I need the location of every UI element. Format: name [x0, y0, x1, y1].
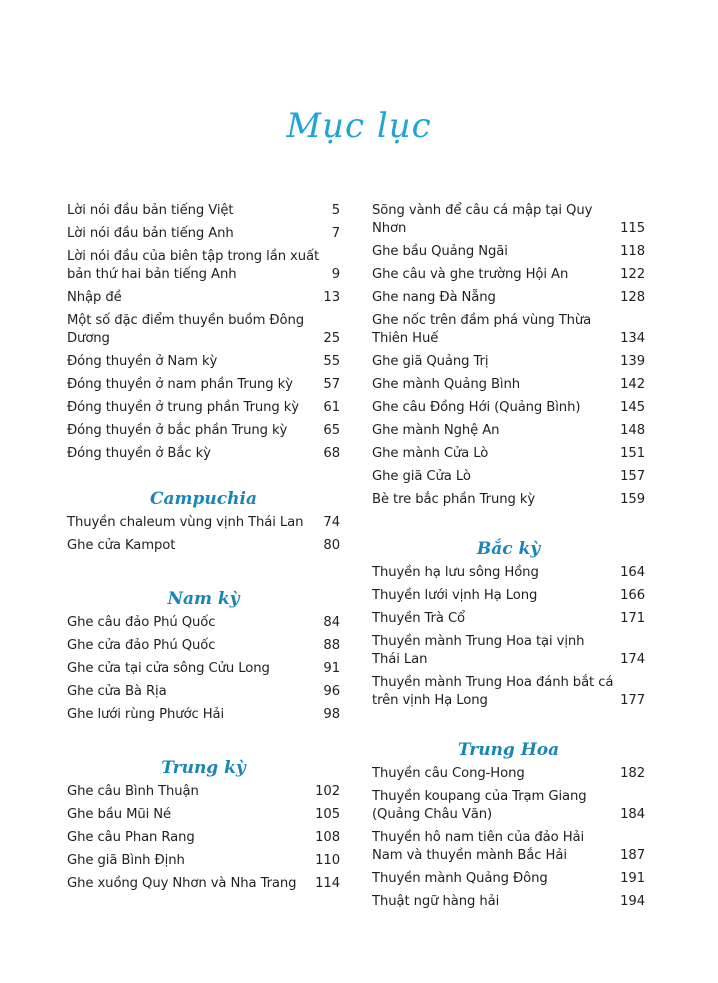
- toc-entry-page: 122: [620, 267, 645, 282]
- toc-entry[interactable]: [372, 827, 645, 868]
- toc-entry[interactable]: [372, 264, 645, 287]
- toc-entry-label: Ghe nang Đà Nẵng: [372, 290, 496, 305]
- toc-entry-label: Thuyền Trà Cổ: [372, 611, 466, 626]
- toc-entry-label: Ghe bầu Mũi Né: [67, 807, 172, 822]
- toc-entry-page: 61: [323, 400, 340, 415]
- toc-entry-page: 88: [323, 638, 340, 653]
- toc-entry-page: 114: [315, 876, 340, 891]
- toc-entry-label: Ghe mành Nghệ An: [372, 423, 500, 438]
- toc-entry-page: 5: [331, 203, 340, 218]
- toc-entry[interactable]: [67, 351, 340, 374]
- toc-entry-label: Ghe giã Quảng Trị: [372, 354, 489, 369]
- toc-entry-page: 174: [620, 652, 645, 667]
- toc-entry-page: 157: [620, 469, 645, 484]
- toc-entry-page: 96: [323, 684, 340, 699]
- toc-entry-label: Lời nói đầu bản tiếng Việt: [67, 203, 234, 218]
- toc-entry-label: Thuyền chaleum vùng vịnh Thái Lan: [67, 515, 304, 530]
- toc-entry[interactable]: [67, 681, 340, 704]
- toc-entry[interactable]: [67, 612, 340, 635]
- toc-entry-page: 102: [315, 784, 340, 799]
- toc-entry-label: Ghe cửa đảo Phú Quốc: [67, 638, 216, 653]
- toc-entry[interactable]: [372, 310, 645, 351]
- toc-entry[interactable]: [67, 310, 340, 351]
- toc-entry-page: 166: [620, 588, 645, 603]
- toc-entry-label: Thuyền koupang của Trạm Giang (Quảng Châu Văn): [372, 789, 587, 822]
- toc-entry-page: 74: [323, 515, 340, 530]
- toc-entry-page: 177: [620, 693, 645, 708]
- toc-entry-label: Ghe bầu Quảng Ngãi: [372, 244, 508, 259]
- toc-entry-page: 159: [620, 492, 645, 507]
- toc-entry-label: Đóng thuyền ở nam phần Trung kỳ: [67, 377, 293, 392]
- toc-entry-page: 151: [620, 446, 645, 461]
- toc-entry-label: Một số đặc điểm thuyền buồm Đông Dương: [67, 313, 305, 346]
- toc-entry-label: Ghe giã Bình Định: [67, 853, 185, 868]
- toc-entry-label: Nhập đề: [67, 290, 122, 305]
- toc-entry[interactable]: [372, 241, 645, 264]
- toc-entry-label: Ghe câu Đồng Hới (Quảng Bình): [372, 400, 581, 415]
- toc-entry-label: Ghe xuồng Quy Nhơn và Nha Trang: [67, 876, 297, 891]
- toc-entry[interactable]: [372, 420, 645, 443]
- section-heading-nam-ky: Nam kỳ: [167, 589, 240, 609]
- page-title: Mục lục: [286, 106, 432, 146]
- toc-right-column: [372, 200, 645, 914]
- toc-entry-page: 118: [620, 244, 645, 259]
- toc-entry-page: 145: [620, 400, 645, 415]
- toc-entry-page: 134: [620, 331, 645, 346]
- toc-entry[interactable]: [67, 658, 340, 681]
- toc-entry-page: 115: [620, 221, 645, 236]
- toc-entry-label: Sõng vành để câu cá mập tại Quy Nhơn: [372, 203, 593, 236]
- toc-entry-label: Ghe lưới rùng Phước Hải: [67, 707, 225, 722]
- toc-entry-label: Đóng thuyền ở trung phần Trung kỳ: [67, 400, 300, 415]
- toc-entry[interactable]: [67, 781, 340, 804]
- toc-entry-page: 68: [323, 446, 340, 461]
- toc-entry-page: 110: [315, 853, 340, 868]
- toc-entry[interactable]: [67, 535, 340, 558]
- toc-entry[interactable]: [67, 704, 340, 727]
- toc-entry[interactable]: [67, 200, 340, 223]
- toc-entry[interactable]: [67, 420, 340, 443]
- toc-entry-page: 184: [620, 807, 645, 822]
- toc-entry[interactable]: [67, 635, 340, 658]
- toc-entry-label: Đóng thuyền ở bắc phần Trung kỳ: [67, 423, 288, 438]
- toc-entry-page: 84: [323, 615, 340, 630]
- section-heading-campuchia: Campuchia: [150, 489, 257, 509]
- toc-entry-page: 108: [315, 830, 340, 845]
- toc-entry-label: Thuyền mành Quảng Đông: [372, 871, 548, 886]
- toc-entry-page: 13: [323, 290, 340, 305]
- toc-entry-label: Ghe cửa tại cửa sông Cửu Long: [67, 661, 270, 676]
- toc-entry-label: Ghe cửa Kampot: [67, 538, 176, 553]
- toc-entry-page: 9: [331, 267, 340, 282]
- toc-entry[interactable]: [372, 891, 645, 914]
- toc-entry-label: Thuyền mành Trung Hoa tại vịnh Thái Lan: [372, 634, 585, 667]
- toc-entry-label: Ghe câu đảo Phú Quốc: [67, 615, 216, 630]
- toc-entry-page: 148: [620, 423, 645, 438]
- toc-entry[interactable]: [372, 287, 645, 310]
- toc-entry-page: 57: [323, 377, 340, 392]
- toc-entry-page: 182: [620, 766, 645, 781]
- toc-entry[interactable]: [372, 672, 645, 713]
- toc-entry-label: Thuyền hô nam tiên của đảo Hải Nam và thuyền mành Bắc Hải: [372, 830, 585, 863]
- toc-entry[interactable]: [372, 466, 645, 489]
- toc-entry-page: 91: [323, 661, 340, 676]
- toc-entry-label: Ghe mành Quảng Bình: [372, 377, 520, 392]
- toc-entry[interactable]: [67, 827, 340, 850]
- toc-left-column: [67, 200, 340, 896]
- toc-entry-label: Bè tre bắc phần Trung kỳ: [372, 492, 536, 507]
- toc-entry-label: Ghe mành Cửa Lò: [372, 446, 489, 461]
- toc-entry-page: 98: [323, 707, 340, 722]
- toc-entry-label: Thuật ngữ hàng hải: [372, 894, 500, 909]
- toc-entry[interactable]: [372, 585, 645, 608]
- toc-entry-page: 65: [323, 423, 340, 438]
- toc-entry[interactable]: [67, 397, 340, 420]
- toc-entry-page: 139: [620, 354, 645, 369]
- toc-entry-label: Ghe câu Bình Thuận: [67, 784, 199, 799]
- toc-entry[interactable]: [372, 786, 645, 827]
- toc-entry-page: 25: [323, 331, 340, 346]
- toc-entry-page: 105: [315, 807, 340, 822]
- toc-entry[interactable]: [67, 850, 340, 873]
- toc-entry-page: 128: [620, 290, 645, 305]
- toc-entry-page: 171: [620, 611, 645, 626]
- toc-entry[interactable]: [372, 631, 645, 672]
- toc-entry-label: Thuyền mành Trung Hoa đánh bắt cá trên vịnh Hạ Long: [372, 675, 614, 708]
- toc-entry-label: Đóng thuyền ở Bắc kỳ: [67, 446, 211, 461]
- toc-entry-page: 7: [331, 226, 340, 241]
- toc-entry[interactable]: [372, 397, 645, 420]
- toc-entry[interactable]: [67, 512, 340, 535]
- toc-entry[interactable]: [67, 223, 340, 246]
- toc-entry[interactable]: [372, 868, 645, 891]
- toc-entry[interactable]: [67, 246, 340, 287]
- toc-entry-label: Ghe câu Phan Rang: [67, 830, 195, 845]
- toc-entry-page: 191: [620, 871, 645, 886]
- toc-entry[interactable]: [67, 443, 340, 466]
- toc-entry-page: 80: [323, 538, 340, 553]
- toc-entry[interactable]: [372, 351, 645, 374]
- toc-entry-label: Ghe nốc trên đầm phá vùng Thừa Thiên Huế: [372, 313, 592, 346]
- toc-entry-label: Lời nói đầu bản tiếng Anh: [67, 226, 234, 241]
- toc-entry-label: Lời nói đầu của biên tập trong lần xuất bản thứ hai bản tiếng Anh: [67, 249, 320, 282]
- section-heading-trung-ky: Trung kỳ: [161, 758, 246, 778]
- toc-entry-page: 187: [620, 848, 645, 863]
- toc-entry[interactable]: [67, 374, 340, 397]
- toc-entry[interactable]: [372, 443, 645, 466]
- toc-entry[interactable]: [67, 287, 340, 310]
- toc-entry[interactable]: [67, 873, 340, 896]
- toc-entry-page: 55: [323, 354, 340, 369]
- toc-entry-label: Đóng thuyền ở Nam kỳ: [67, 354, 218, 369]
- toc-entry[interactable]: [372, 489, 645, 512]
- toc-entry-label: Thuyền hạ lưu sông Hồng: [372, 565, 539, 580]
- toc-entry[interactable]: [372, 562, 645, 585]
- toc-entry[interactable]: [67, 804, 340, 827]
- toc-entry[interactable]: [372, 608, 645, 631]
- toc-entry[interactable]: [372, 200, 645, 241]
- toc-entry-label: Thuyền lưới vịnh Hạ Long: [372, 588, 538, 603]
- toc-entry-label: Thuyền câu Cong-Hong: [372, 766, 525, 781]
- toc-entry-page: 142: [620, 377, 645, 392]
- toc-entry-label: Ghe câu và ghe trường Hội An: [372, 267, 569, 282]
- toc-entry[interactable]: [372, 374, 645, 397]
- section-heading-trung-hoa: Trung Hoa: [457, 740, 560, 760]
- toc-entry-label: Ghe cửa Bà Rịa: [67, 684, 167, 699]
- toc-entry-page: 194: [620, 894, 645, 909]
- section-heading-bac-ky: Bắc kỳ: [476, 539, 541, 559]
- toc-entry-label: Ghe giã Cửa Lò: [372, 469, 471, 484]
- toc-entry-page: 164: [620, 565, 645, 580]
- toc-entry[interactable]: [372, 763, 645, 786]
